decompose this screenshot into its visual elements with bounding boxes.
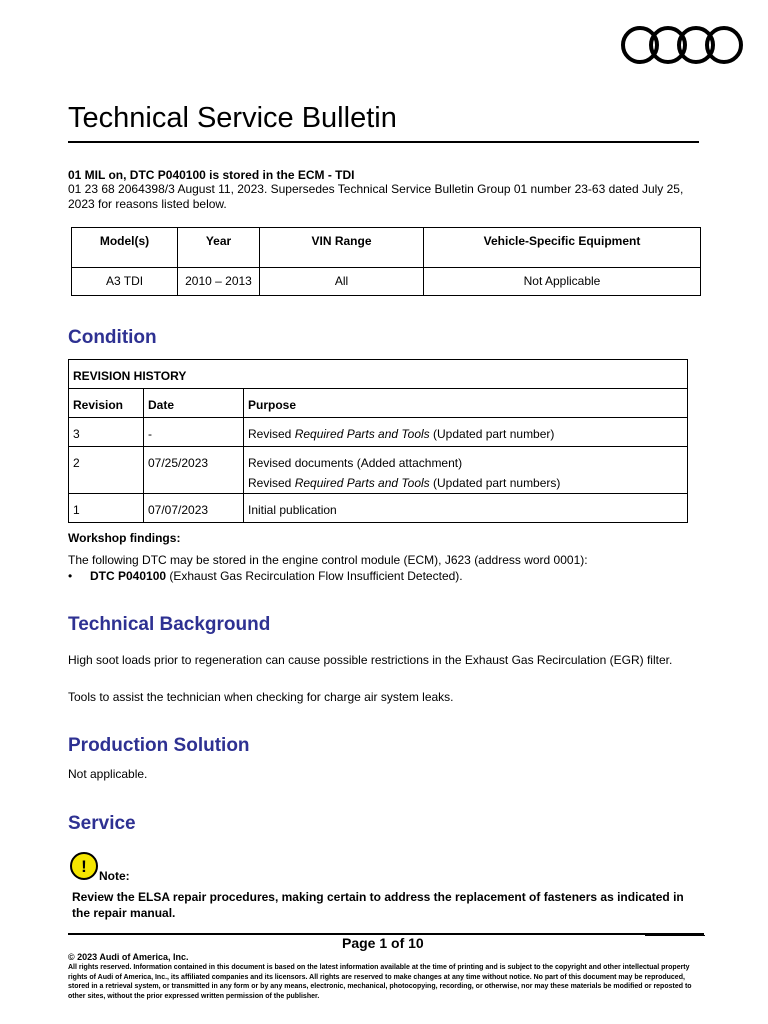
table-row [69,418,688,447]
cell-revision: 1 [69,494,144,523]
column-header-vin-range: VIN Range [260,228,424,268]
production-solution-text: Not applicable. [68,767,148,781]
purpose-text: Revised [248,427,295,441]
cell-purpose [244,418,688,447]
cell-date: - [144,418,244,447]
table-row [69,494,688,523]
warning-note-icon [69,851,99,881]
workshop-findings-title: Workshop findings: [68,531,181,545]
dtc-description: (Exhaust Gas Recirculation Flow Insufficient Detected). [166,569,463,583]
bulletin-subject: 01 MIL on, DTC P040100 is stored in the ECM - TDI [68,168,355,182]
purpose-emphasis: Required Parts and Tools [294,476,430,490]
note-text: Review the ELSA repair procedures, making certain to address the replacement of fasteners as indicated in the repair manual. [72,890,684,920]
heading-condition: Condition [68,327,157,348]
page-number: Page 1 of 10 [342,935,424,951]
footer-divider-accent [645,935,705,936]
table-caption-row [69,360,688,389]
title-divider [68,141,699,143]
dtc-bullet-item [68,569,463,583]
bulletin-intro: 01 23 68 2064398/3 August 11, 2023. Supersedes Technical Service Bulletin Group 01 number 23-63 dated July 25, 2023 for reasons listed below. [68,182,684,211]
table-row [69,447,688,494]
table-row [72,268,701,296]
technical-background-paragraph: Tools to assist the technician when checking for charge air system leaks. [68,690,454,704]
table-header-row [69,389,688,418]
copyright-notice: © 2023 Audi of America, Inc. [68,952,189,962]
column-header-year: Year [178,228,260,268]
cell-revision: 2 [69,447,144,494]
note-label: Note: [99,869,130,883]
column-header-equipment: Vehicle-Specific Equipment [424,228,701,268]
purpose-text: Revised documents (Added attachment) [248,456,463,470]
heading-production-solution: Production Solution [68,735,250,756]
cell-vin-range: All [260,268,424,296]
cell-year: 2010 – 2013 [178,268,260,296]
document-title: Technical Service Bulletin [68,102,397,134]
model-applicability-table [71,227,701,296]
table-header-row [72,228,701,268]
purpose-text: Revised [248,476,295,490]
workshop-findings-text: The following DTC may be stored in the engine control module (ECM), J623 (address word 0001): [68,553,588,567]
cell-date: 07/25/2023 [144,447,244,494]
purpose-text: (Updated part numbers) [429,476,561,490]
cell-purpose [244,447,688,494]
technical-background-paragraph: High soot loads prior to regeneration can cause possible restrictions in the Exhaust Gas Recirculation (EGR) filter. [68,653,673,667]
heading-technical-background: Technical Background [68,614,271,635]
cell-date: 07/07/2023 [144,494,244,523]
cell-equipment: Not Applicable [424,268,701,296]
column-header-purpose: Purpose [244,389,688,418]
dtc-code: DTC P040100 [90,569,167,583]
purpose-line [248,476,683,490]
purpose-emphasis: Required Parts and Tools [294,427,430,441]
purpose-text: (Updated part number) [429,427,555,441]
cell-purpose: Initial publication [244,494,688,523]
revision-history-table [68,359,688,523]
column-header-revision: Revision [69,389,144,418]
cell-model: A3 TDI [72,268,178,296]
cell-revision: 3 [69,418,144,447]
revision-history-caption: REVISION HISTORY [69,360,688,389]
bullet-symbol: • [68,569,73,583]
column-header-models: Model(s) [72,228,178,268]
audi-rings-logo [620,24,744,66]
note-exclamation-glyph: ! [81,857,87,876]
column-header-date: Date [144,389,244,418]
legal-disclaimer: All rights reserved. Information contained in this document is based on the latest information available at the time of printing and is subject to the copyright and other intellectual property rights of Audi of America, Inc., its affiliated companies and its licensors. All rights are reserved to make changes at any time without notice. No part of this document may be reproduced, stored in a retrieval system, or transmitted in any form or by any means, electronic, mechanical, photocopying, recording, or otherwise, nor may these materials be modified or reposted to other sites, without the prior expressed written permission of the publisher. [68,964,692,1000]
heading-service: Service [68,813,136,834]
